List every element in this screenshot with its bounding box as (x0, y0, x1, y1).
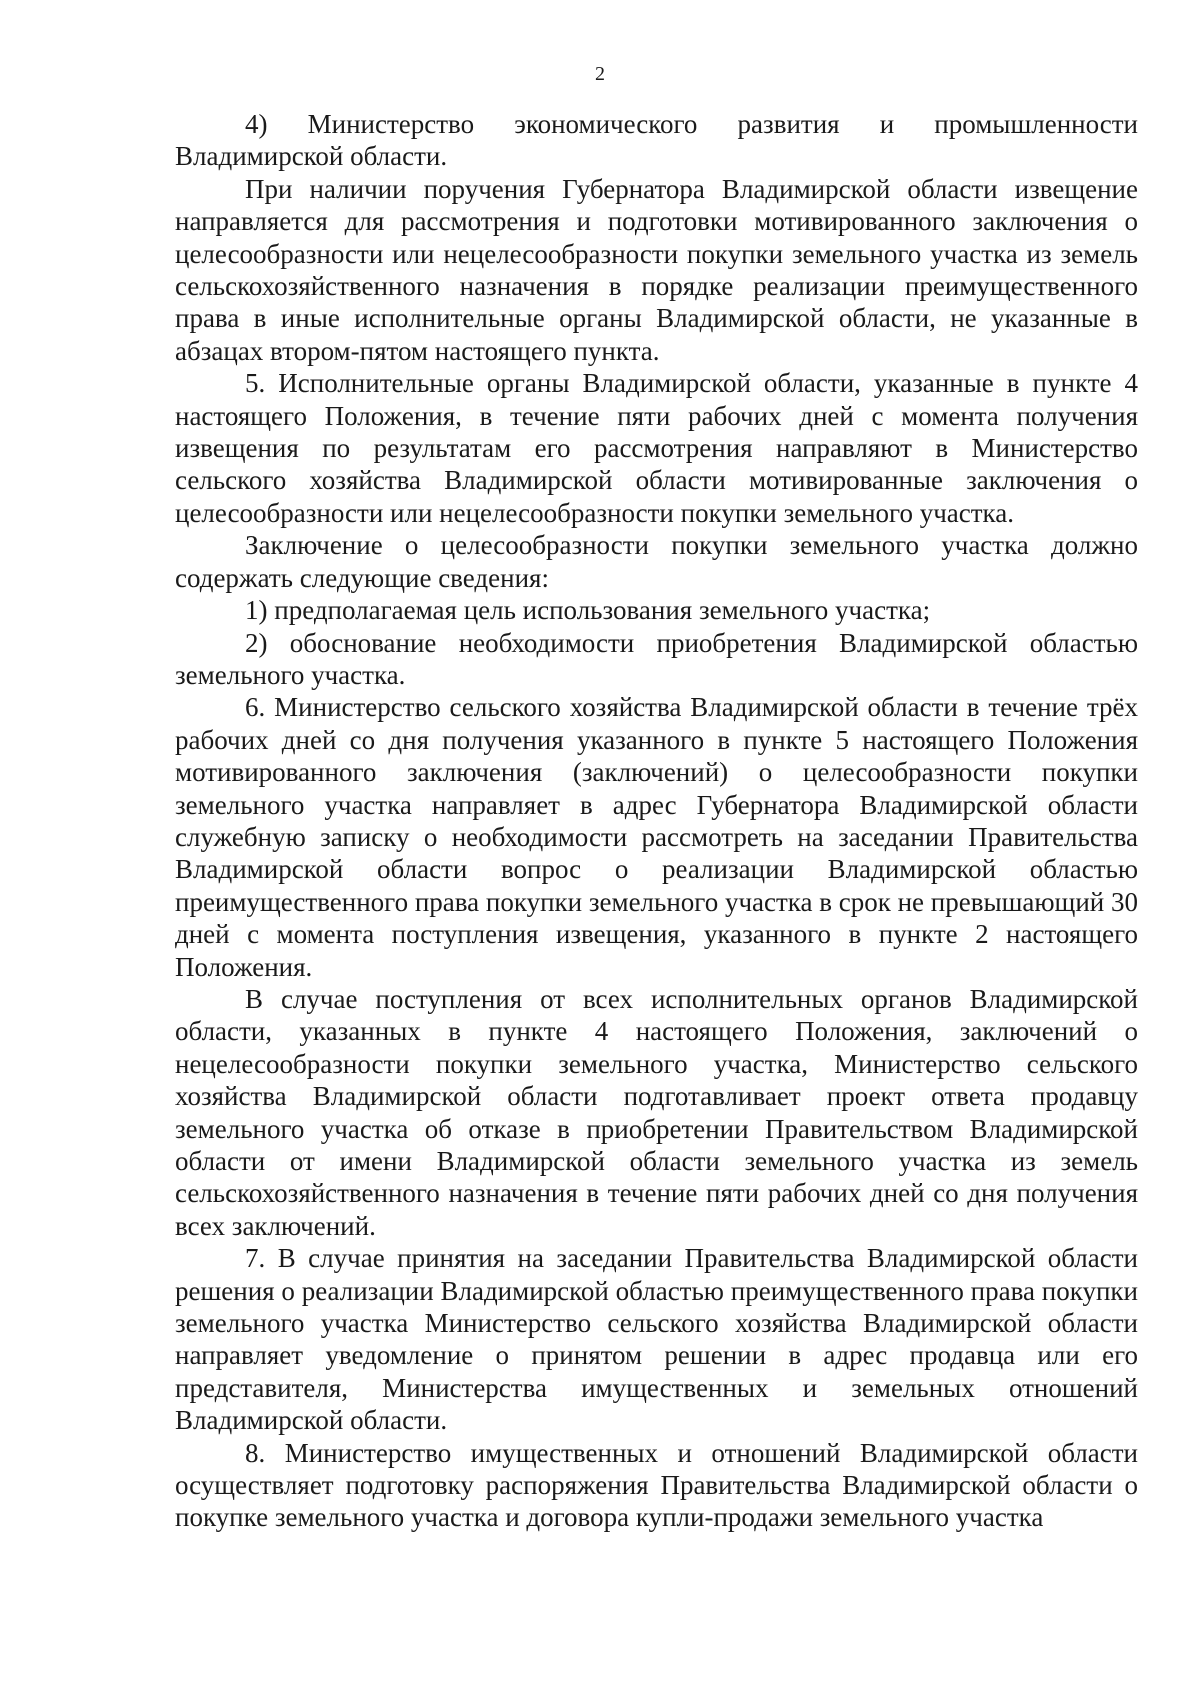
paragraph-governor-instruction: При наличии поручения Губернатора Владимирской области извещение направляется для рассмотрения и подготовки мотивированного заключения о целесообразности или нецелесообразности покупки земельного участка из земель сельскохозяйственного назначения в порядке реализации преимущественного права в иные исполнительные органы Владимирской области, не указанные в абзацах втором-пятом настоящего пункта. (175, 173, 1138, 366)
page-number: 2 (595, 63, 605, 85)
paragraph-clause-6: 6. Министерство сельского хозяйства Владимирской области в течение трёх рабочих дней со дня получения указанного в пункте 5 настоящего Положения мотивированного заключения (заключений) о целесообразности покупки земельного участка направляет в адрес Губернатора Владимирской области служебную записку о необходимости рассмотреть на заседании Правительства Владимирской области вопрос о реализации Владимирской областью преимущественного права покупки земельного участка в срок не превышающий 30 дней с момента поступления извещения, указанного в пункте 2 настоящего Положения. (175, 692, 1138, 982)
paragraph-clause-5: 5. Исполнительные органы Владимирской области, указанные в пункте 4 настоящего Положения, в течение пяти рабочих дней с момента получения извещения по результатам его рассмотрения направляют в Министерство сельского хозяйства Владимирской области мотивированные заключения о целесообразности или нецелесообразности покупки земельного участка. (175, 368, 1138, 528)
document-body (175, 108, 1138, 1534)
paragraph-list-item-1: 1) предполагаемая цель использования земельного участка; (245, 595, 931, 626)
paragraph-clause-7: 7. В случае принятия на заседании Правительства Владимирской области решения о реализации Владимирской областью преимущественного права покупки земельного участка Министерство сельского хозяйства Владимирской области направляет уведомление о принятом решении в адрес продавца или его представителя, Министерства имущественных и земельных отношений Владимирской области. (175, 1243, 1138, 1436)
paragraph-conclusion-contents: Заключение о целесообразности покупки земельного участка должно содержать следующие сведения: (175, 530, 1138, 593)
paragraph-refusal-case: В случае поступления от всех исполнительных органов Владимирской области, указанных в пункте 4 настоящего Положения, заключений о нецелесообразности покупки земельного участка, Министерство сельского хозяйства Владимирской области подготавливает проект ответа продавцу земельного участка об отказе в приобретении Правительством Владимирской области от имени Владимирской области земельного участка из земель сельскохозяйственного назначения в течение пяти рабочих дней со дня получения всех заключений. (175, 983, 1138, 1241)
paragraph-list-item-2: 2) обоснование необходимости приобретения Владимирской областью земельного участка. (175, 627, 1138, 690)
paragraph-clause-8: 8. Министерство имущественных и отношений Владимирской области осуществляет подготовку распоряжения Правительства Владимирской области о покупке земельного участка и договора купли-продажи земельного участка (175, 1437, 1138, 1533)
paragraph-item-4-ministry-economy: 4) Министерство экономического развития и промышленности Владимирской области. (175, 109, 1138, 172)
